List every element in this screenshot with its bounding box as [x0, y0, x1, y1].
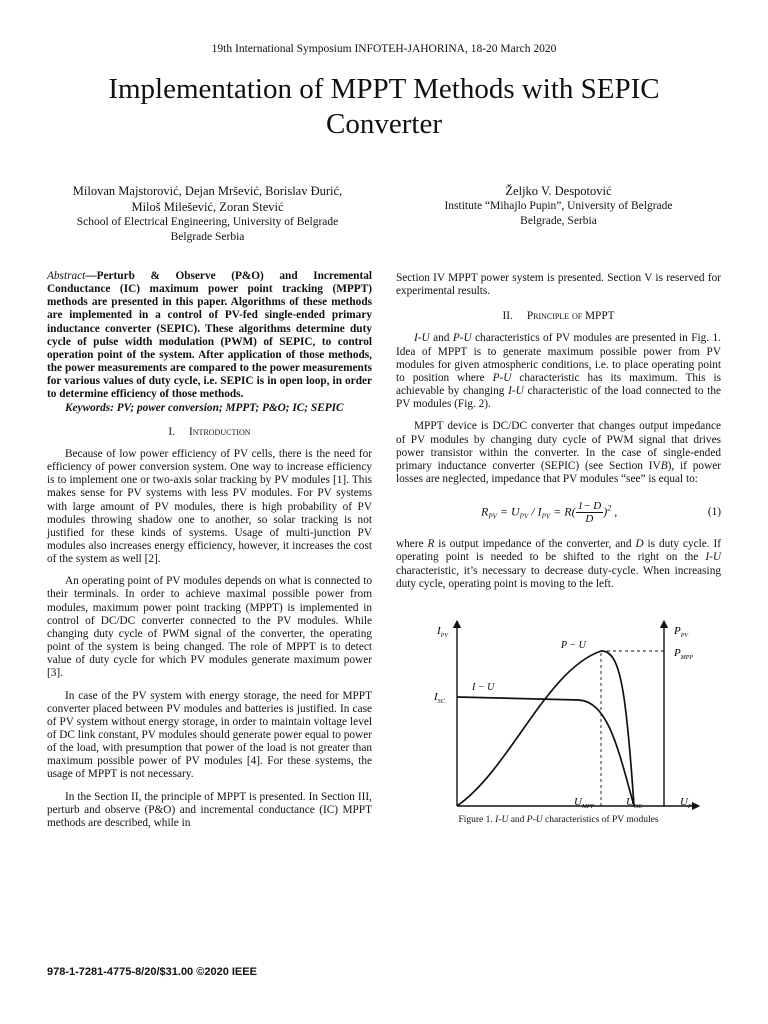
principle-paragraph-2: MPPT device is DC/DC converter that changes output impedance of PV modules by changing duty cycle of PWM signal that drives power transistor within the converter. In the case of single-ended primary inductance converter (SEPIC) (see Section IVB), if power losses are neglected, impedance that PV modules “see” is equal to: [396, 420, 721, 486]
author-names-line-1: Milovan Majstorović, Dejan Mršević, Borislav Đurić, [72, 184, 343, 198]
abstract-body: —Perturb & Observe (P&O) and Incremental Conductance (IC) maximum power point tracking (MPPT) methods are presented in this paper. Algorithms of these methods are implemented in a control of PV-fed single-ended primary inductance converter (SEPIC). These algorithms determine duty cycle of pulse width modulation (PWM) of SEPIC, to control operation point of the system. After application of those methods, the power measurements are compared to the power measurements for various values of duty cycle, i.e. SEPIC is in open loop, in order to determine efficiency of those methods. [47, 270, 372, 401]
intro-paragraph-2: An operating point of PV modules depends on what is connected to their terminals. In order to achieve maximal possible power from modules, maximum power point tracking (MPPT) is implemented in control of DC/DC converter connected to the PV modules. While changing duty cycle of PWM signal of the converter, the operating point of the system is being changed. The role of MPPT is to detect value of duty cycle for which PV modules generate maximum power [3]. [47, 575, 372, 680]
authors-left [30, 183, 385, 245]
title-line-2: Converter [326, 108, 442, 140]
principle-paragraph-1: I-U and P-U characteristics of PV modules are presented in Fig. 1. Idea of MPPT is to generate maximum possible power from PV modules for given atmospheric conditions, i.e. to place operating point to position where P-U characteristic has its maximum. This is achievable by changing I-U characteristic of the load connected to the PV modules (Fig. 2). [396, 332, 722, 411]
label-pmpp: $P_{MPP}$ [674, 647, 694, 661]
label-umpp: $U_{MPP}$ [574, 796, 595, 810]
left-column [47, 270, 372, 830]
label-upv: $U_{PV}$ [680, 796, 696, 810]
abstract [47, 270, 372, 402]
paper-title [40, 72, 728, 142]
section-1-heading [47, 426, 372, 439]
affiliation-line-2: Belgrade Serbia [170, 231, 245, 243]
section-2-title: Principle of MPPT [526, 310, 615, 323]
section-2-heading [396, 310, 721, 323]
intro-paragraph-3: In case of the PV system with energy storage, the need for MPPT converter placed between PV modules and batteries is justified. In case of PV system without energy storage, in order to maintain voltage level of DC link constant, PV modules should generate power equal to power of the load, with presumption that power of the load is not greater than maximum possible power of PV modules [4]. For these systems, the usage of MPPT is not necessary. [47, 689, 372, 781]
label-uoc: $U_{OC}$ [626, 796, 643, 810]
principle-paragraph-3: where R is output impedance of the converter, and D is duty cycle. If operating point is needed to be shifted to the right on the I-U characteristic, it’s necessary to decrease duty-cycle. When increasing duty cycle, operating point is moving to the left. [396, 538, 722, 590]
intro-paragraph-1: Because of low power efficiency of PV cells, there is the need for efficiency of power conversion system. One way to increase efficiency is to implement one or two-axis solar tracking by PV modules [1]. This makes sense for PV systems with less PV modules. For PV systems with large amount of PV modules, there is high probability of PV modules throwing shadow one to another, so solar tracking is not justified for these kinds of systems. Usage of multi-junction PV modules also increases energy efficiency, however, it increases the cost of the system as well [2]. [47, 447, 372, 566]
title-line-1: Implementation of MPPT Methods with SEPIC [108, 73, 660, 105]
label-ppv: $P_{PV}$ [674, 625, 689, 639]
equation-number: (1) [707, 506, 721, 519]
section-1-title: Introduction [189, 425, 251, 438]
pu-curve [457, 651, 634, 806]
equation-body: $R_{PV} = U_{PV} / I_{PV} = R$( $\frac{1- D}{D})^2$ , [481, 500, 618, 526]
section-1-number: I. [168, 425, 176, 438]
conference-header: 19th International Symposium INFOTEH-JAHORINA, 18-20 March 2020 [211, 43, 557, 55]
label-ipv: $I_{PV}$ [437, 625, 449, 639]
author-name-right: Željko V. Despotović [505, 184, 612, 198]
label-isc: $I_{SC}$ [434, 691, 445, 705]
section-2-number: II. [502, 310, 513, 323]
copyright-footer: 978-1-7281-4775-8/20/$31.00 ©2020 IEEE [47, 966, 257, 978]
abstract-lead: Abstract [47, 270, 86, 282]
equation-1 [396, 494, 721, 534]
intro-paragraph-4: In the Section II, the principle of MPPT is presented. In Section III, perturb and observe (P&O) and incremental conductance (IC) MPPT methods are described, while in [47, 790, 372, 829]
affiliation-line-1: School of Electrical Engineering, University of Belgrade [76, 216, 339, 228]
right-column [396, 272, 721, 591]
figure-1-caption: Figure 1. I-U and P-U characteristics of PV modules [458, 815, 659, 825]
iu-curve [457, 697, 634, 806]
authors-right [396, 183, 721, 229]
figure-1-iu-pu-plot [396, 618, 726, 813]
affiliation-right-2: Belgrade, Serbia [520, 215, 597, 227]
author-names-line-2: Miloš Milešević, Zoran Stević [131, 200, 284, 214]
label-pu: P − U [561, 640, 586, 651]
keywords: Keywords: PV; power conversion; MPPT; P&O; IC; SEPIC [65, 401, 344, 414]
right-paragraph-continued: Section IV MPPT power system is presented. Section V is reserved for experimental results. [396, 272, 721, 298]
affiliation-right-1: Institute “Mihajlo Pupin”, University of Belgrade [444, 200, 673, 212]
label-iu: I − U [472, 682, 495, 693]
